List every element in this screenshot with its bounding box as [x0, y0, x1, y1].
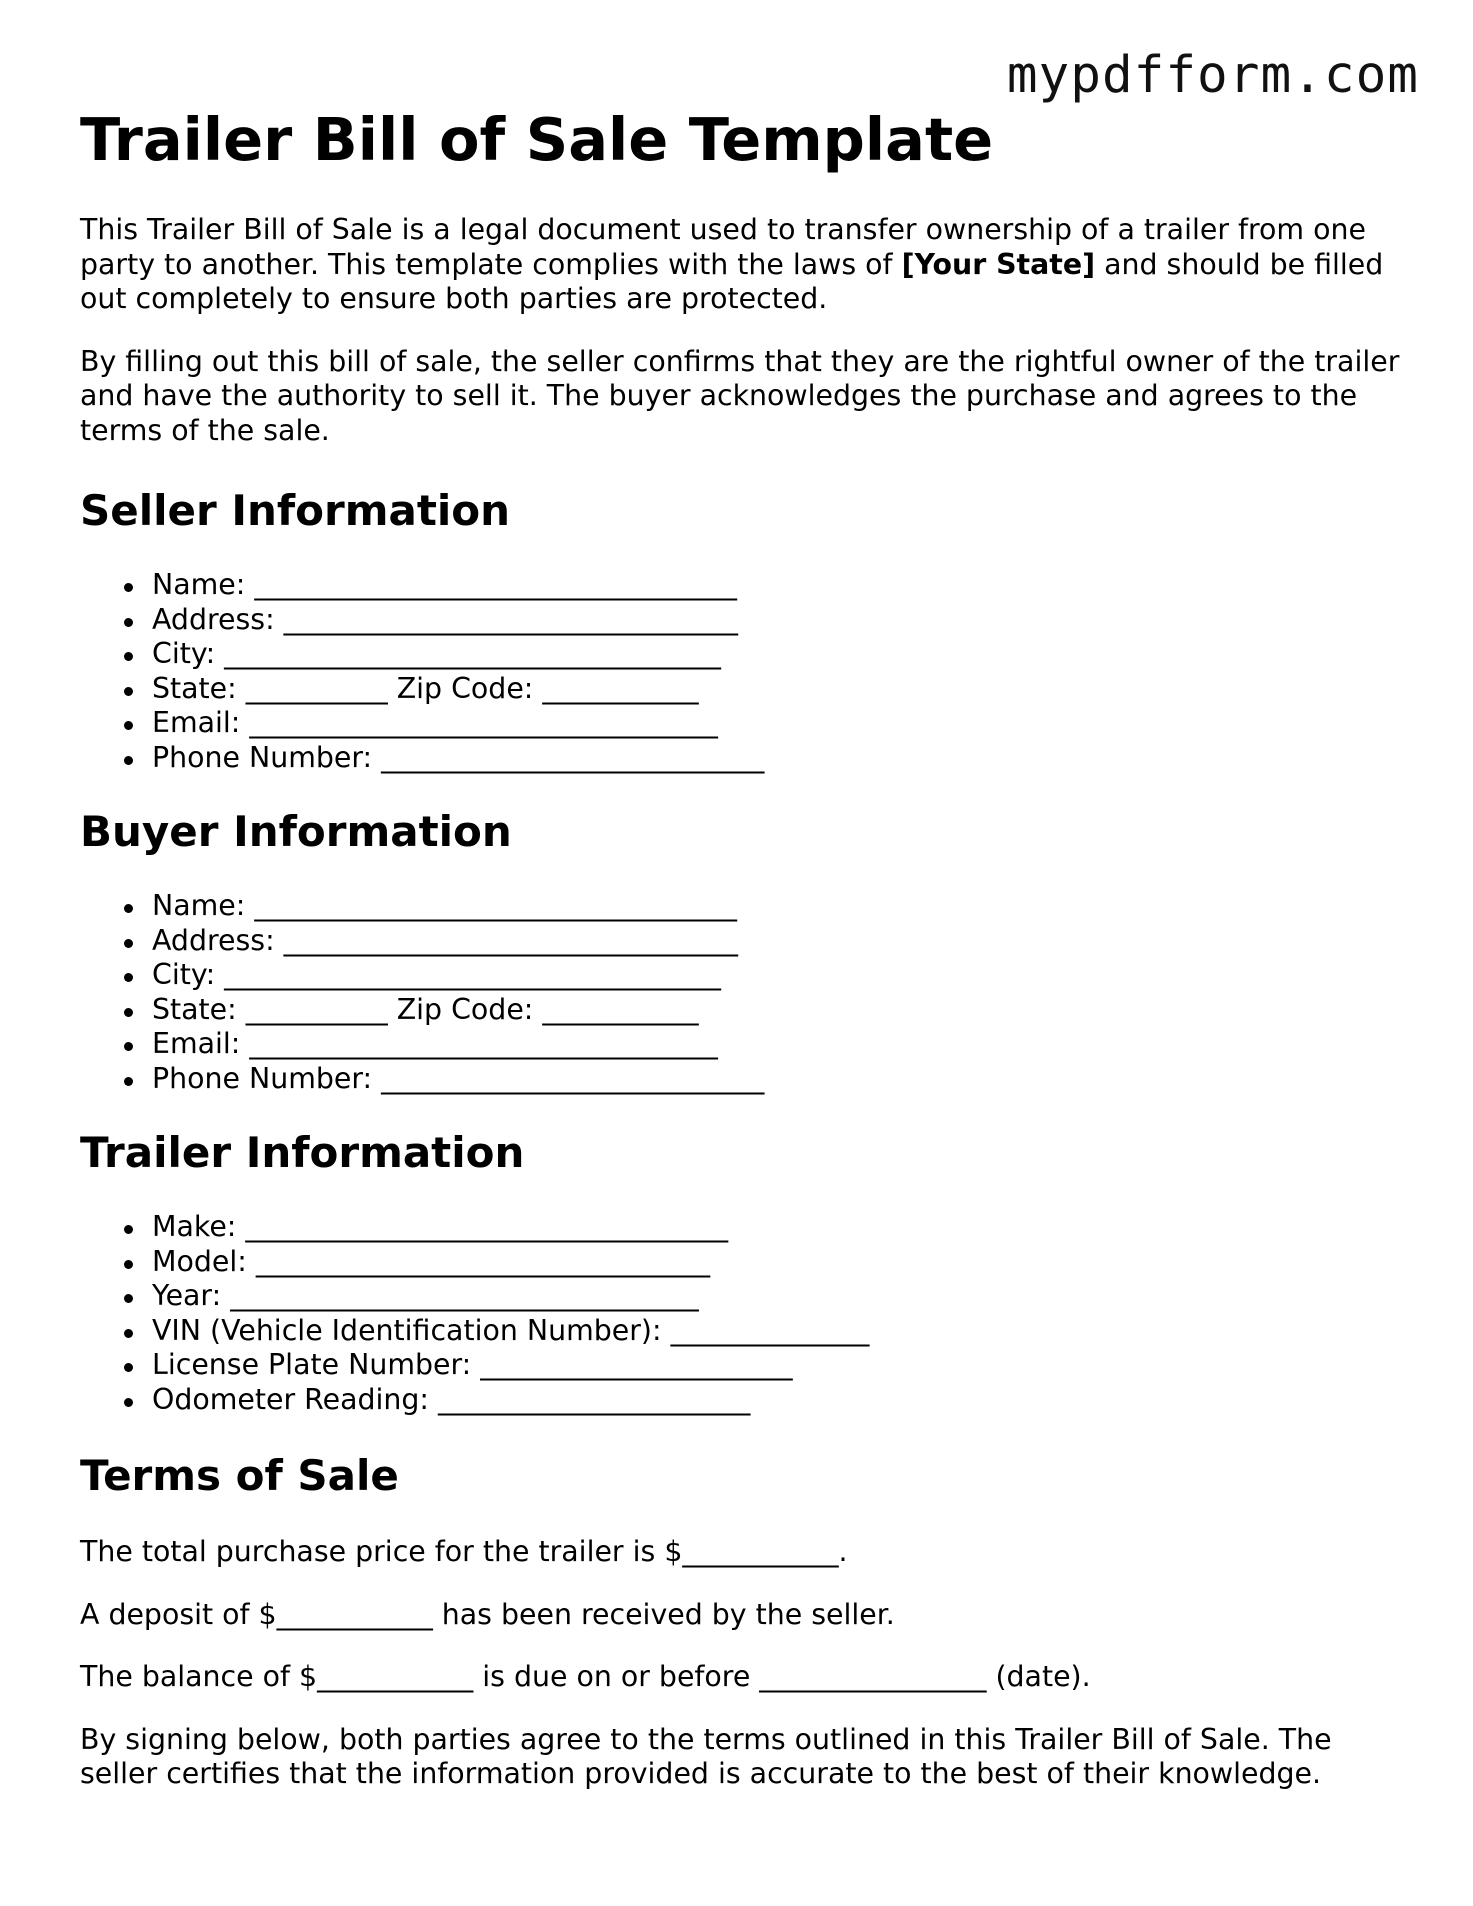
buyer-city-field[interactable]: City: ___________________________________ — [152, 958, 1400, 993]
balance-due-line[interactable]: The balance of $___________ is due on or before ________________ (date). — [80, 1660, 1091, 1693]
trailer-plate-field[interactable]: License Plate Number: ______________________ — [152, 1348, 1400, 1383]
state-placeholder: [Your State] — [901, 247, 1096, 281]
seller-fields-list — [80, 568, 1400, 775]
seller-email-field[interactable]: Email: _________________________________ — [152, 706, 1400, 741]
trailer-year-field[interactable]: Year: _________________________________ — [152, 1279, 1400, 1314]
purchase-price-line[interactable]: The total purchase price for the trailer is $___________. — [80, 1535, 848, 1568]
buyer-fields-list — [80, 889, 1400, 1096]
trailer-fields-list — [80, 1210, 1400, 1417]
terms-heading: Terms of Sale — [80, 1451, 399, 1500]
seller-heading: Seller Information — [80, 486, 511, 535]
buyer-state-zip-field[interactable]: State: __________ Zip Code: ___________ — [152, 993, 1400, 1028]
terms-section — [80, 1535, 1400, 1792]
buyer-name-field[interactable]: Name: __________________________________ — [152, 889, 1400, 924]
seller-city-field[interactable]: City: ___________________________________ — [152, 637, 1400, 672]
page-title: Trailer Bill of Sale Template — [80, 105, 994, 174]
trailer-vin-field[interactable]: VIN (Vehicle Identification Number): ______________ — [152, 1314, 1400, 1349]
intro-paragraph-2: By filling out this bill of sale, the seller confirms that they are the rightful owner of the trailer and have the authority to sell it. The buyer acknowledges the purchase and agrees to the terms of the sale. — [80, 344, 1400, 447]
buyer-address-field[interactable]: Address: ________________________________ — [152, 924, 1400, 959]
document-page — [80, 100, 1400, 1792]
buyer-heading: Buyer Information — [80, 807, 512, 856]
agreement-paragraph: By signing below, both parties agree to the terms outlined in this Trailer Bill of Sale. The seller certifies that the information provided is accurate to the best of their knowledge. — [80, 1722, 1332, 1790]
trailer-model-field[interactable]: Model: ________________________________ — [152, 1245, 1400, 1280]
trailer-heading: Trailer Information — [80, 1128, 525, 1177]
seller-address-field[interactable]: Address: ________________________________ — [152, 603, 1400, 638]
watermark-logo: mypdfform.com — [1006, 46, 1419, 105]
intro-text-start: This Trailer Bill of Sale is a legal document used to transfer ownership of a trailer from one party to another. This template complies with the laws of — [80, 213, 1366, 281]
buyer-email-field[interactable]: Email: _________________________________ — [152, 1027, 1400, 1062]
seller-state-zip-field[interactable]: State: __________ Zip Code: ___________ — [152, 672, 1400, 707]
intro-paragraph-1 — [80, 213, 1400, 317]
seller-name-field[interactable]: Name: __________________________________ — [152, 568, 1400, 603]
intro-text-end: and should be filled out completely to ensure both parties are protected. — [80, 247, 1384, 315]
deposit-line[interactable]: A deposit of $___________ has been received by the seller. — [80, 1597, 895, 1631]
trailer-odometer-field[interactable]: Odometer Reading: ______________________ — [152, 1383, 1400, 1418]
trailer-make-field[interactable]: Make: __________________________________ — [152, 1210, 1400, 1245]
seller-phone-field[interactable]: Phone Number: ___________________________ — [152, 741, 1400, 776]
intro-section — [80, 213, 1400, 448]
buyer-phone-field[interactable]: Phone Number: ___________________________ — [152, 1062, 1400, 1097]
